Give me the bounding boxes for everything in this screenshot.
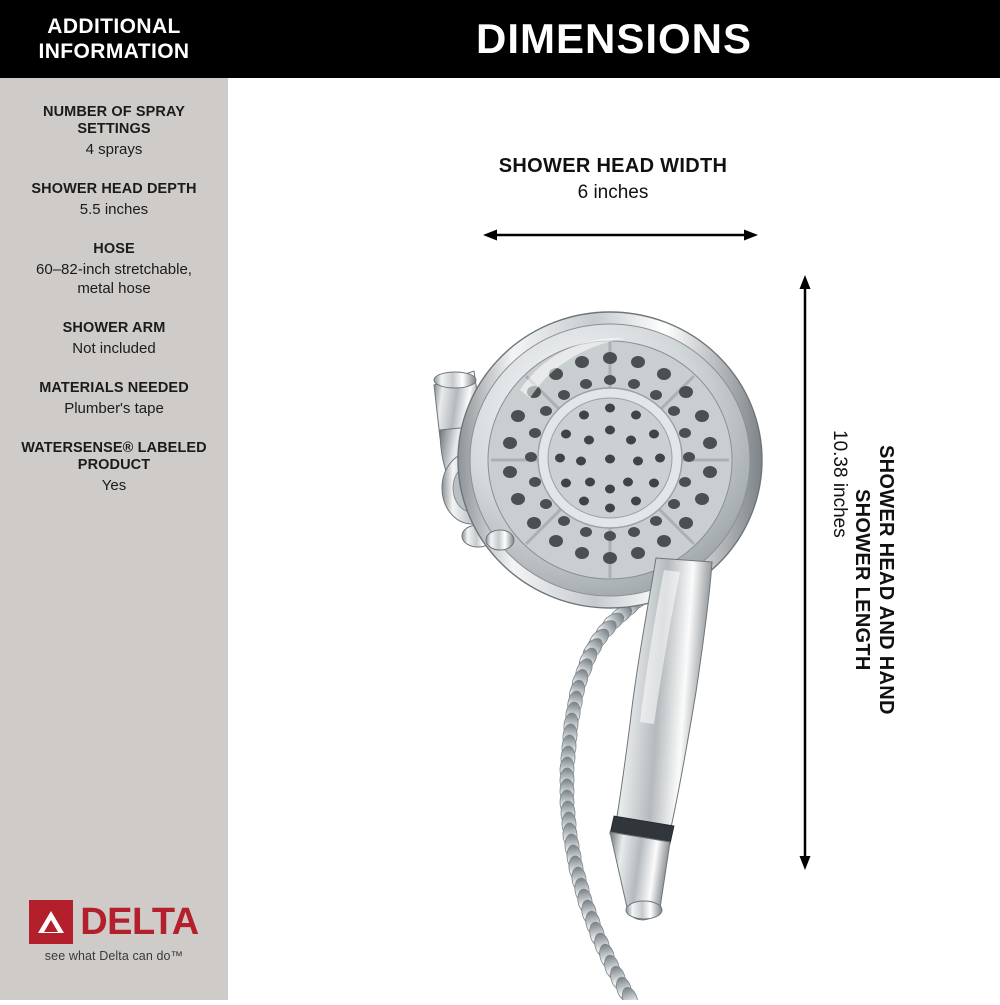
spec-label: SHOWER ARM [62, 320, 166, 336]
spec-value: 60–82-inch stretchable, metal hose [36, 261, 192, 297]
delta-triangle-icon [29, 900, 73, 944]
dimension-arrow-horizontal [483, 228, 758, 240]
spec-value: 5.5 inches [79, 201, 149, 218]
spec-value: Yes [101, 477, 127, 494]
sidebar-header-line-2: INFORMATION [38, 40, 190, 63]
spec-item-shower-arm [0, 320, 228, 358]
brand-tagline: see what Delta can do™ [44, 949, 184, 963]
spec-list [0, 104, 228, 495]
hand-shower-icon [544, 368, 768, 920]
dimension-shower-head-and-hand-shower-length [826, 430, 898, 730]
dimension-label: SHOWER HEAD WIDTH [498, 155, 728, 177]
dimension-shower-head-width [448, 155, 778, 204]
spec-item-watersense [0, 440, 228, 495]
spec-label: NUMBER OF SPRAY SETTINGS [43, 104, 185, 137]
brand-wordmark: DELTA [80, 901, 199, 943]
dimension-label: SHOWER HEAD AND HAND SHOWER LENGTH [851, 445, 897, 715]
spec-label: HOSE [93, 241, 135, 257]
spec-item-materials-needed [0, 380, 228, 418]
dimension-value: 10.38 inches [829, 430, 850, 538]
main-panel [228, 0, 1000, 1000]
hose-connector-icon [486, 530, 514, 550]
spec-value: 4 sprays [85, 141, 143, 158]
sidebar [0, 0, 228, 1000]
product-illustration [348, 240, 768, 1000]
spec-value: Not included [72, 340, 156, 357]
spec-item-hose [0, 241, 228, 298]
brand-logo-row [0, 900, 228, 944]
spec-label: WATERSENSE® LABELED PRODUCT [21, 440, 207, 473]
dimension-arrow-vertical [798, 275, 812, 870]
brand-logo [0, 900, 228, 963]
sidebar-header [0, 0, 228, 78]
page-title: DIMENSIONS [475, 15, 753, 62]
sidebar-header-line-1: ADDITIONAL [47, 15, 181, 38]
main-header [228, 0, 1000, 78]
spec-label: MATERIALS NEEDED [39, 380, 189, 396]
spec-item-shower-head-depth [0, 181, 228, 219]
spec-label: SHOWER HEAD DEPTH [31, 181, 197, 197]
spec-item-spray-settings [0, 104, 228, 159]
dimension-value: 6 inches [577, 182, 649, 203]
spec-value: Plumber's tape [64, 400, 164, 417]
